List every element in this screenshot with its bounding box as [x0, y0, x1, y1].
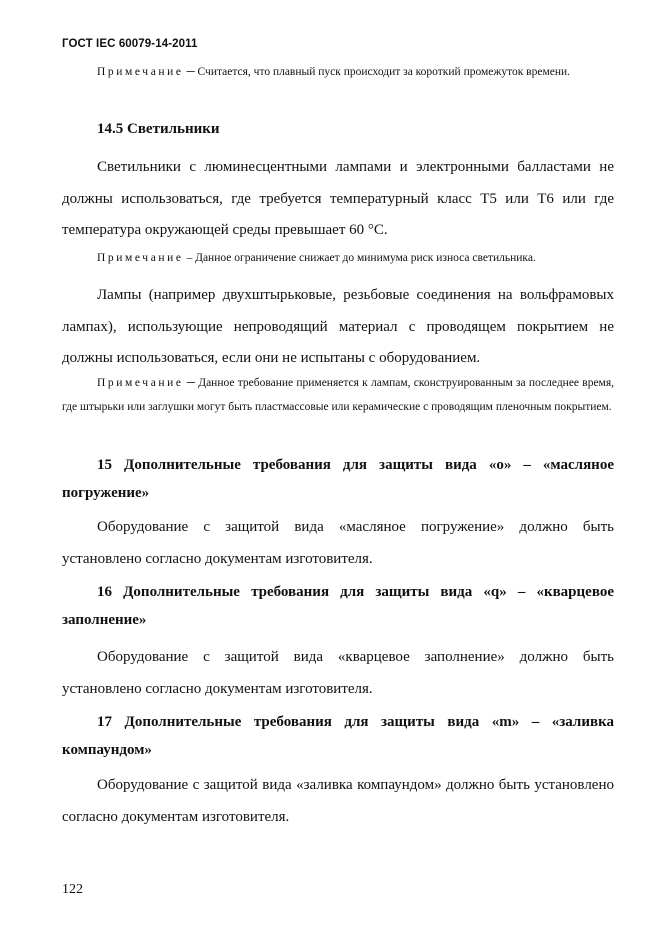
note-text: Данное ограничение снижает до минимума риск износа светильника. — [195, 252, 536, 264]
note-dash: ─ — [183, 377, 199, 389]
note-dash: – — [183, 252, 196, 264]
note-label: Примечание — [97, 377, 184, 389]
note-label: Примечание — [97, 66, 184, 78]
luminaires-paragraph: Светильники с люминесцентными лампами и электронными балластами не должны использоваться, где требуется температурный класс Т5 или Т6 или где температура окружающей среды превышает 60 °С. — [62, 159, 614, 238]
section-15-paragraph: Оборудование с защитой вида «масляное погружение» должно быть установлено согласно документам изготовителя. — [62, 519, 614, 567]
section-14-5-heading: 14.5 Светильники — [97, 121, 220, 137]
page-number: 122 — [62, 882, 83, 897]
section-17-paragraph: Оборудование с защитой вида «заливка компаундом» должно быть установлено согласно документам изготовителя. — [62, 777, 614, 825]
section-16-paragraph: Оборудование с защитой вида «кварцевое заполнение» должно быть установлено согласно документам изготовителя. — [62, 649, 614, 697]
section-16-heading: 16 Дополнительные требования для защиты вида «q» – «кварцевое заполнение» — [62, 584, 614, 628]
lamps-paragraph: Лампы (например двухштырьковые, резьбовые соединения на вольфрамовых лампах), использующие непроводящий материал с проводящем покрытием не должны использоваться, если они не испытаны с оборудованием. — [62, 287, 614, 366]
note-smooth-start — [62, 60, 614, 84]
section-17-heading: 17 Дополнительные требования для защиты вида «m» – «заливка компаундом» — [62, 714, 614, 758]
note-text: Данное требование применяется к лампам, сконструированным за последнее время, где штырьки или заглушки могут быть пластмассовые или керамические с проводящим пленочным покрытием. — [62, 377, 614, 413]
section-15-heading: 15 Дополнительные требования для защиты вида «о» – «масляное погружение» — [62, 457, 614, 501]
note-text: Считается, что плавный пуск происходит за короткий промежуток времени. — [197, 66, 571, 78]
note-luminaire-wear — [62, 246, 614, 270]
note-lamp-requirement — [62, 371, 614, 419]
note-label: Примечание — [97, 252, 184, 264]
note-dash: ─ — [183, 66, 198, 78]
standard-code-header: ГОСТ IEC 60079-14-2011 — [62, 38, 198, 50]
